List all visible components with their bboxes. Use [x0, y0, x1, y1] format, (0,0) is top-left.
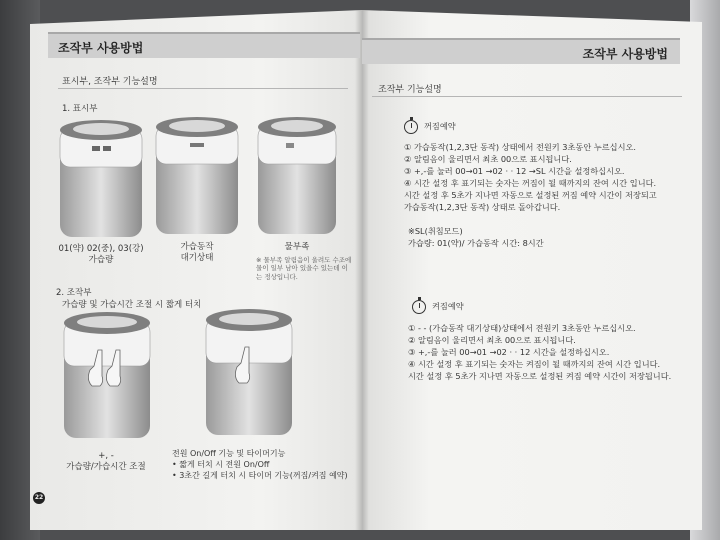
- right-subtitle-underline: [372, 96, 682, 97]
- off-timer-title: 꺼짐예약: [424, 121, 456, 131]
- right-subtitle: 조작부 기능설명: [378, 85, 442, 95]
- caption-3: [254, 242, 340, 253]
- section1-label: 1. 표시부: [62, 104, 98, 114]
- off-timer-step-2: ② 알림음이 울리면서 최초 00으로 표시됩니다.: [404, 154, 572, 164]
- section2-description: 가습량 및 가습시간 조절 시 짧게 터치: [62, 300, 202, 310]
- caption-2: [152, 242, 242, 263]
- off-timer-step-1: ① 가습동작(1,2,3단 동작) 상태에서 전원키 3초동안 누르십시오.: [404, 142, 636, 152]
- off-timer-icon: [404, 120, 418, 134]
- left-subtitle-underline: [58, 88, 348, 89]
- on-timer-step-4: ④ 시간 설정 후 표기되는 숫자는 켜짐이 될 때까지의 잔여 시간 입니다.: [408, 359, 661, 369]
- water-shortage-note: ※ 물부족 알림음이 울려도 수조에 물이 일부 남아 있을수 있는데 이는 정상입니다.: [256, 256, 352, 281]
- humidifier-illustration-2: [152, 112, 242, 237]
- on-timer-title: 켜짐예약: [432, 301, 464, 311]
- left-subtitle: 표시부, 조작부 기능설명: [62, 77, 158, 87]
- left-header-band: [48, 32, 360, 58]
- off-timer-step-4b: 시간 설정 후 5초가 지나면 자동으로 설정된 꺼짐 예약 시간이 저장되고: [404, 190, 657, 200]
- humidifier-illustration-3: [254, 112, 340, 237]
- power-item-2: • 3초간 길게 터치 시 타이머 기능(꺼짐/켜짐 예약): [172, 470, 348, 480]
- bottom-caption-line1: +, -: [98, 451, 114, 461]
- bottom-caption-line2: 가습량/가습시간 조절: [66, 461, 146, 472]
- caption-1-line2: 가습량: [88, 254, 114, 265]
- off-timer-step-4: ④ 시간 설정 후 표기되는 숫자는 꺼짐이 될 때까지의 잔여 시간 입니다.: [404, 178, 657, 188]
- book-spine: [355, 10, 369, 530]
- on-timer-step-3: ③ +,-를 눌러 00→01 →02 · · 12 시간을 설정하십시오.: [408, 347, 610, 357]
- off-timer-step-3: ③ +,-를 눌러 00→01 →02 · · 12 →SL 시간을 설정하십시오.: [404, 166, 625, 176]
- on-timer-step-4b: 시간 설정 후 5초가 지나면 자동으로 설정된 켜짐 예약 시간이 저장됩니다.: [408, 371, 672, 381]
- power-item-1: • 짧게 터치 시 전원 On/Off: [172, 459, 270, 469]
- page-number: 22: [33, 492, 45, 504]
- on-timer-step-1: ① - - (가습동작 대기상태)상태에서 전원키 3초동안 누르십시오.: [408, 323, 636, 333]
- on-timer-step-2: ② 알림음이 울리면서 최초 00으로 표시됩니다.: [408, 335, 576, 345]
- right-header-band: [362, 38, 680, 64]
- sl-mode-title: ※SL(취침모드): [408, 226, 463, 236]
- section2-label: 2. 조작부: [56, 288, 92, 298]
- humidifier-illustration-1: [56, 115, 146, 240]
- power-function-block: [172, 449, 348, 481]
- caption-2-line1: 가습동작: [180, 242, 214, 252]
- caption-3-line1: 물부족: [284, 242, 310, 252]
- humidifier-touch-power: [202, 303, 296, 439]
- caption-2-line2: 대기상태: [180, 252, 214, 263]
- on-timer-icon: [412, 300, 426, 314]
- bottom-caption: [58, 451, 154, 472]
- humidifier-touch-plus-minus: [60, 306, 154, 442]
- caption-1: [56, 244, 146, 265]
- left-header-title: 조작부 사용방법: [58, 41, 144, 55]
- sl-mode-description: 가습량: 01(약)/ 가습동작 시간: 8시간: [408, 238, 544, 248]
- right-header-title: 조작부 사용방법: [582, 47, 668, 61]
- caption-1-line1: 01(약) 02(중), 03(강): [58, 244, 144, 254]
- power-title: 전원 On/Off 기능 및 타이머기능: [172, 449, 286, 458]
- off-timer-step-4c: 가습동작(1,2,3단 동작) 상태로 돌아갑니다.: [404, 202, 561, 212]
